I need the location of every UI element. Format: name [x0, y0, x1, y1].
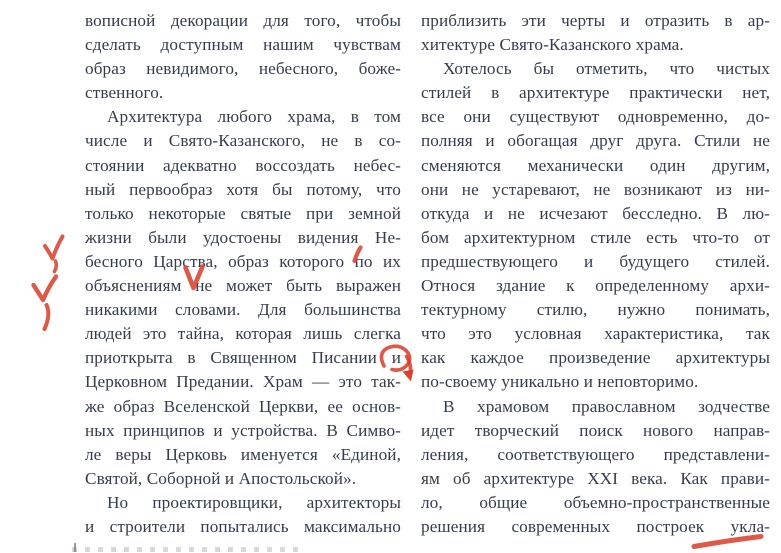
text-line: никакими словами. Для большинства	[85, 300, 401, 320]
text-line: В храмовом православном зодчестве	[443, 396, 770, 416]
text-line: откуда и не исчезают бесследно. В лю-	[421, 203, 770, 223]
text-line: ных принципов и устройства. В Симво-	[85, 420, 401, 440]
text-line: жизни были удостоены видения Не-	[85, 227, 401, 247]
text-line: стилей в архитектуре практически нет,	[421, 83, 770, 103]
text-line: бом архитектурном стиле есть что-то от	[421, 227, 770, 247]
text-line: стоянии адекватно воссоздать небес-	[85, 155, 401, 175]
text-line: только некоторые святые при земной	[85, 203, 401, 223]
text-line: приоткрыта в Священном Писании и	[85, 348, 401, 368]
text-line: как каждое произведение архитектуры	[421, 348, 770, 368]
text-line: же образ Вселенской Церкви, ее основ-	[85, 396, 401, 416]
text-line: бесного Царства, образ которого по их	[85, 251, 401, 271]
text-line: все они существуют одновременно, до-	[421, 107, 770, 127]
text-line: приблизить эти черты и отразить в ар-	[421, 11, 770, 30]
text-line: Архитектура любого храма, в том	[107, 107, 401, 127]
text-line: сменяются механически один другим,	[421, 155, 770, 175]
text-line: решения современных построек укла-	[421, 516, 770, 536]
text-line: числе и Свято-Казанского, не в со-	[85, 131, 401, 151]
text-line: ный первообраз хотя бы потому, что	[85, 179, 401, 199]
text-line: ям об архитектуре XXI века. Как прави-	[421, 468, 770, 488]
margin-checkmark-tail-icon	[34, 277, 57, 330]
text-line: полняя и обогащая друг друга. Стили не	[421, 131, 770, 151]
text-line: сделать доступным нашим чувствам	[85, 35, 401, 55]
text-line: хитектуре Свято-Казанского храма.	[421, 35, 684, 55]
text-line: по-своему уникально и неповторимо.	[421, 372, 699, 392]
text-line: тектурному стилю, нужно понимать,	[421, 300, 770, 320]
text-line: образ невидимого, небесного, боже-	[85, 59, 401, 79]
text-line: предшествующего и будущего стилей.	[421, 251, 770, 271]
margin-checkmark-icon	[45, 237, 63, 272]
text-line: Но проектировщики, архитекторы	[107, 492, 401, 512]
cutoff-ascender-artifact	[74, 543, 76, 552]
text-line: и строители попытались максимально	[85, 516, 401, 536]
text-line: Хотелось бы отметить, что чистых	[443, 59, 770, 79]
text-column-left	[85, 9, 401, 539]
text-line: людей это тайна, которая лишь слегка	[85, 324, 401, 344]
cutoff-next-line-artifact	[72, 547, 306, 552]
text-line: ления, соответствующего представлени-	[421, 444, 770, 464]
text-line: ственного.	[85, 83, 164, 103]
text-column-right	[421, 9, 770, 539]
text-line: ло, общие объемно-пространственные	[421, 492, 770, 512]
text-line: вописной декорации для того, чтобы	[85, 11, 401, 30]
text-line: объяснениям не может быть выражен	[85, 276, 401, 296]
text-line: они не устаревают, не возникают из ни-	[421, 179, 770, 199]
text-line: что это условная характеристика, так	[421, 324, 770, 344]
text-line: Относя здание к определенному архи-	[421, 276, 770, 296]
text-line: ле веры Церковь именуется «Единой,	[85, 444, 401, 464]
text-line: Церковном Предании. Храм — это так-	[85, 372, 401, 392]
text-line: идет творческий поиск нового направ-	[421, 420, 770, 440]
text-line: Святой, Соборной и Апостольской».	[85, 468, 357, 488]
